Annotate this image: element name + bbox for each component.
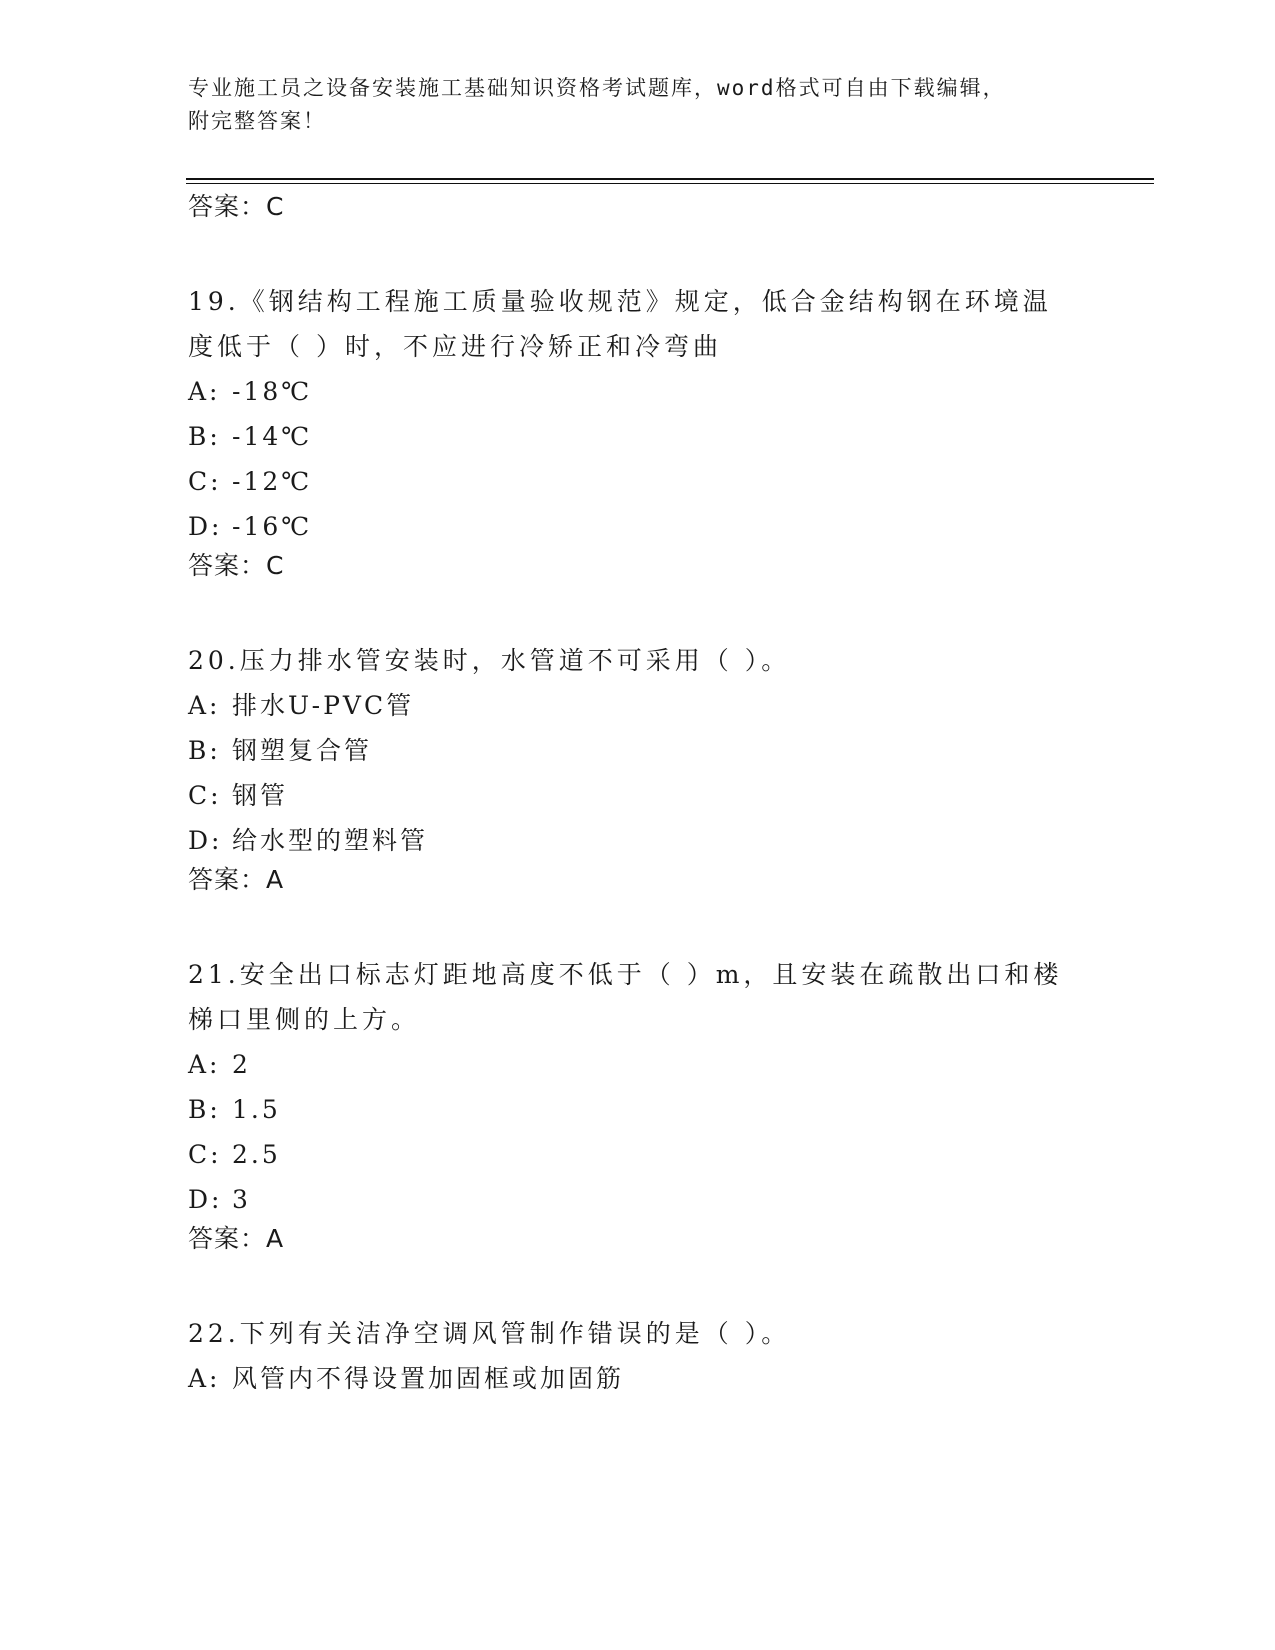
option-text: 2 — [232, 1050, 251, 1079]
question-text: 21.安全出口标志灯距地高度不低于（ ）m，且安装在疏散出口和楼梯口里侧的上方。 — [188, 960, 1063, 1034]
option-key: C: — [188, 467, 222, 496]
question-list — [188, 190, 1088, 1401]
header-line-1: 专业施工员之设备安装施工基础知识资格考试题库，word格式可自由下载编辑， — [188, 76, 1006, 100]
option-text: 3 — [232, 1185, 251, 1214]
option-text: -16℃ — [232, 512, 313, 541]
option-text: -14℃ — [232, 422, 313, 451]
spacer — [188, 1256, 1088, 1311]
option-text: 2.5 — [232, 1140, 281, 1169]
option-c — [188, 459, 1088, 504]
document-header — [188, 72, 1068, 138]
question-text: 22.下列有关洁净空调风管制作错误的是（ ）。 — [188, 1319, 791, 1348]
answer: 答案：A — [188, 1224, 285, 1253]
option-key: D: — [188, 826, 223, 855]
question-block — [188, 279, 1088, 583]
option-text: 钢管 — [232, 781, 289, 810]
option-text: 排水U-PVC管 — [232, 691, 415, 720]
option-key: B: — [188, 736, 221, 765]
option-c — [188, 1132, 1088, 1177]
option-key: A: — [188, 691, 221, 720]
option-d — [188, 818, 1088, 863]
header-line-2: 附完整答案！ — [188, 109, 326, 133]
option-a — [188, 1042, 1088, 1087]
question-text: 20.压力排水管安装时，水管道不可采用（ ）。 — [188, 646, 791, 675]
question-block — [188, 638, 1088, 897]
option-a — [188, 369, 1088, 414]
option-key: A: — [188, 1364, 221, 1393]
option-a — [188, 1356, 1088, 1401]
option-key: A: — [188, 1050, 221, 1079]
header-divider-thin — [186, 183, 1154, 184]
answer: 答案：C — [188, 551, 285, 580]
option-text: 1.5 — [232, 1095, 281, 1124]
option-text: 给水型的塑料管 — [232, 826, 429, 855]
answer: 答案：A — [188, 865, 285, 894]
spacer — [188, 583, 1088, 638]
question-text: 19.《钢结构工程施工质量验收规范》规定，低合金结构钢在环境温度低于（ ）时，不应进行冷矫正和冷弯曲 — [188, 287, 1052, 361]
option-key: B: — [188, 422, 221, 451]
option-a — [188, 683, 1088, 728]
option-b — [188, 728, 1088, 773]
option-d — [188, 504, 1088, 549]
option-b — [188, 414, 1088, 459]
option-text: 风管内不得设置加固框或加固筋 — [232, 1364, 625, 1393]
previous-answer: 答案：C — [188, 192, 285, 221]
option-key: A: — [188, 377, 221, 406]
spacer — [188, 897, 1088, 952]
question-block — [188, 1311, 1088, 1401]
option-key: C: — [188, 781, 222, 810]
header-divider-thick — [186, 178, 1154, 180]
option-text: -12℃ — [232, 467, 313, 496]
option-key: C: — [188, 1140, 222, 1169]
option-text: -18℃ — [232, 377, 313, 406]
option-b — [188, 1087, 1088, 1132]
spacer — [188, 224, 1088, 279]
option-d — [188, 1177, 1088, 1222]
option-key: D: — [188, 1185, 223, 1214]
option-key: B: — [188, 1095, 221, 1124]
question-block — [188, 952, 1088, 1256]
option-key: D: — [188, 512, 223, 541]
option-c — [188, 773, 1088, 818]
option-text: 钢塑复合管 — [232, 736, 373, 765]
